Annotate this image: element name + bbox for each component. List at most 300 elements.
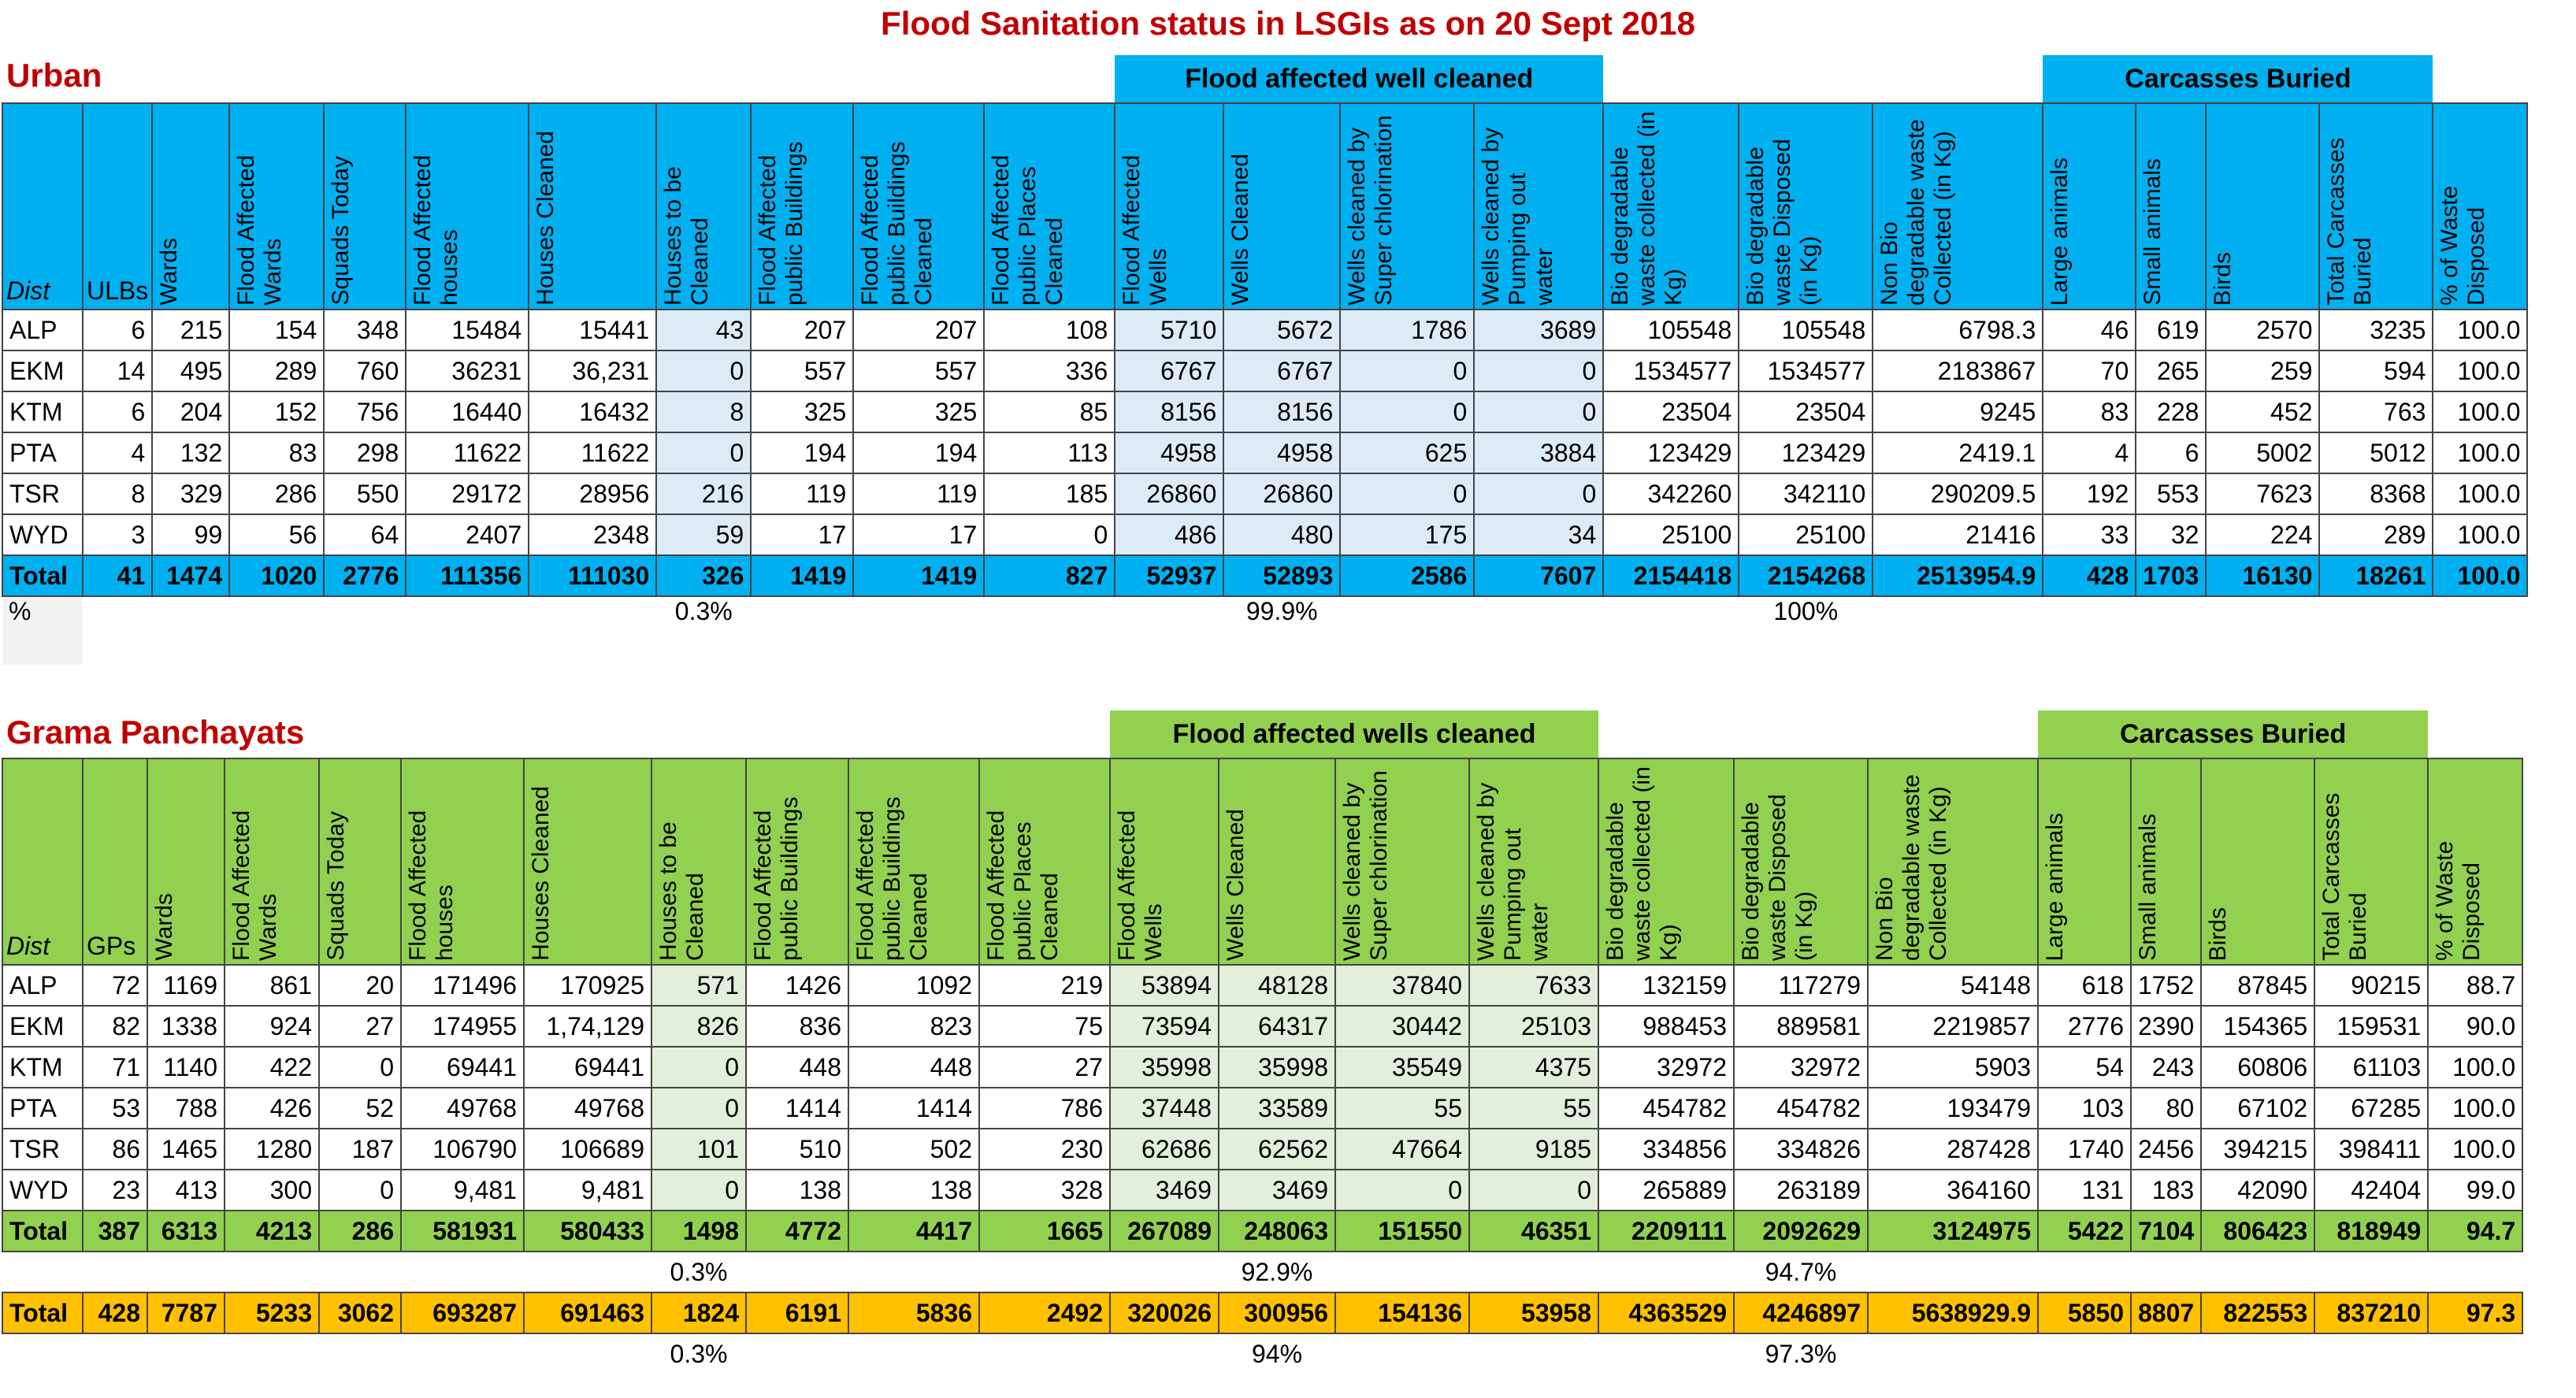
table-cell: 37448 bbox=[1110, 1088, 1219, 1129]
total-cell: 2209111 bbox=[1598, 1211, 1734, 1252]
gp-row-alp bbox=[2, 965, 2522, 1006]
table-cell: 20 bbox=[319, 965, 401, 1006]
total-cell: 806423 bbox=[2201, 1211, 2314, 1252]
total-cell: 1474 bbox=[152, 555, 229, 596]
table-cell: 27 bbox=[319, 1006, 401, 1047]
table-cell: 183 bbox=[2131, 1170, 2201, 1211]
table-cell: 0 bbox=[651, 1088, 746, 1129]
grand-percent-waste: 97.3% bbox=[1765, 1339, 1837, 1368]
gp-header-label: Wards bbox=[151, 893, 177, 961]
table-cell: 286 bbox=[229, 473, 324, 514]
urban-header-cell bbox=[2319, 103, 2433, 310]
table-cell: 100.0 bbox=[2428, 1088, 2522, 1129]
urban-header-cell bbox=[2043, 103, 2136, 310]
table-cell: 42404 bbox=[2314, 1170, 2428, 1211]
table-cell: 204 bbox=[152, 391, 229, 432]
gp-header-cell bbox=[2428, 758, 2522, 965]
table-cell: 55 bbox=[1335, 1088, 1469, 1129]
district-cell: KTM bbox=[2, 1047, 83, 1088]
total-cell: 326 bbox=[656, 555, 751, 596]
urban-header-cell bbox=[2206, 103, 2319, 310]
urban-header-cell bbox=[1115, 103, 1223, 310]
table-cell: 289 bbox=[2319, 514, 2433, 555]
table-cell: 228 bbox=[2136, 391, 2206, 432]
table-cell: 448 bbox=[746, 1047, 848, 1088]
table-cell: 101 bbox=[651, 1129, 746, 1170]
table-cell: 5012 bbox=[2319, 432, 2433, 473]
total-cell: 2513954.9 bbox=[1873, 555, 2043, 596]
grand-percent-wells: 94% bbox=[1251, 1339, 1303, 1368]
table-cell: 394215 bbox=[2201, 1129, 2314, 1170]
table-cell: 334856 bbox=[1598, 1129, 1734, 1170]
table-cell: 4 bbox=[83, 432, 152, 473]
table-cell: 448 bbox=[848, 1047, 979, 1088]
gp-header-label: Bio degradable waste collected (in Kg) bbox=[1602, 766, 1682, 961]
gp-header-row bbox=[2, 758, 2522, 965]
table-cell: 37840 bbox=[1335, 965, 1469, 1006]
table-cell: 619 bbox=[2136, 310, 2206, 350]
table-cell: 8 bbox=[83, 473, 152, 514]
total-cell: 581931 bbox=[401, 1211, 524, 1252]
grand-total-cell: 837210 bbox=[2314, 1292, 2428, 1333]
district-cell: PTA bbox=[2, 1088, 83, 1129]
district-cell: WYD bbox=[2, 1170, 83, 1211]
table-cell: 6767 bbox=[1115, 350, 1223, 391]
table-cell: 298 bbox=[324, 432, 406, 473]
table-cell: 9245 bbox=[1873, 391, 2043, 432]
table-cell: 550 bbox=[324, 473, 406, 514]
table-cell: 100.0 bbox=[2433, 432, 2527, 473]
table-cell: 52 bbox=[319, 1088, 401, 1129]
grand-total-cell: 154136 bbox=[1335, 1292, 1469, 1333]
total-cell: 94.7 bbox=[2428, 1211, 2522, 1252]
table-cell: 55 bbox=[1469, 1088, 1598, 1129]
total-cell: 4213 bbox=[225, 1211, 319, 1252]
urban-header-label: Flood Affected Wards bbox=[233, 154, 287, 306]
table-cell: 4 bbox=[2043, 432, 2136, 473]
district-cell: PTA bbox=[2, 432, 83, 473]
table-cell: 4958 bbox=[1223, 432, 1340, 473]
table-cell: 6798.3 bbox=[1873, 310, 2043, 350]
grand-total-cell: 320026 bbox=[1110, 1292, 1219, 1333]
table-cell: 46 bbox=[2043, 310, 2136, 350]
urban-header-label: Wards bbox=[156, 238, 183, 306]
table-cell: 8 bbox=[656, 391, 751, 432]
table-cell: 30442 bbox=[1335, 1006, 1469, 1047]
table-cell: 594 bbox=[2319, 350, 2433, 391]
gp-row-ktm bbox=[2, 1047, 2522, 1088]
total-cell: 16130 bbox=[2206, 555, 2319, 596]
table-cell: 426 bbox=[225, 1088, 319, 1129]
gp-header-label: Bio degradable waste Disposed (in Kg) bbox=[1738, 794, 1817, 961]
urban-header-cell bbox=[1873, 103, 2043, 310]
table-cell: 64 bbox=[324, 514, 406, 555]
table-cell: 33 bbox=[2043, 514, 2136, 555]
total-cell: 7607 bbox=[1474, 555, 1603, 596]
table-cell: 398411 bbox=[2314, 1129, 2428, 1170]
table-cell: 1534577 bbox=[1739, 350, 1873, 391]
urban-header-label: Flood Affected public Buildings bbox=[755, 141, 808, 306]
table-cell: 836 bbox=[746, 1006, 848, 1047]
table-cell: 154365 bbox=[2201, 1006, 2314, 1047]
table-cell: 452 bbox=[2206, 391, 2319, 432]
urban-percent-label: % bbox=[2, 596, 83, 665]
urban-group-carcasses: Carcasses Buried bbox=[2043, 55, 2433, 103]
table-cell: 5002 bbox=[2206, 432, 2319, 473]
urban-row-ktm bbox=[2, 391, 2527, 432]
table-cell: 760 bbox=[324, 350, 406, 391]
table-cell: 35549 bbox=[1335, 1047, 1469, 1088]
table-cell: 123429 bbox=[1739, 432, 1873, 473]
table-cell: 1465 bbox=[147, 1129, 225, 1170]
total-cell: 151550 bbox=[1335, 1211, 1469, 1252]
grand-total-cell: 4246897 bbox=[1734, 1292, 1868, 1333]
table-cell: 0 bbox=[1474, 473, 1603, 514]
table-cell: 290209.5 bbox=[1873, 473, 2043, 514]
table-cell: 23504 bbox=[1603, 391, 1739, 432]
table-cell: 1740 bbox=[2038, 1129, 2131, 1170]
table-cell: 9,481 bbox=[401, 1170, 524, 1211]
grand-total-cell: 7787 bbox=[147, 1292, 225, 1333]
table-cell: 53 bbox=[83, 1088, 147, 1129]
table-cell: 8156 bbox=[1223, 391, 1340, 432]
table-cell: 502 bbox=[848, 1129, 979, 1170]
table-cell: 138 bbox=[746, 1170, 848, 1211]
table-cell: 16440 bbox=[406, 391, 529, 432]
gp-header-cell bbox=[2201, 758, 2314, 965]
table-cell: 185 bbox=[984, 473, 1115, 514]
table-cell: 988453 bbox=[1598, 1006, 1734, 1047]
table-cell: 119 bbox=[853, 473, 984, 514]
gp-header-label: Non Bio degradable waste Collected (in Kg) bbox=[1872, 774, 1951, 961]
gp-total-row bbox=[2, 1211, 2522, 1252]
total-cell: 1419 bbox=[853, 555, 984, 596]
gp-header-label: Flood Affected Wells bbox=[1114, 810, 1167, 961]
table-cell: 2407 bbox=[406, 514, 529, 555]
total-cell: 248063 bbox=[1219, 1211, 1335, 1252]
table-cell: 0 bbox=[1474, 391, 1603, 432]
urban-header-label: Flood Affected houses bbox=[410, 154, 463, 306]
grand-total-cell: 5850 bbox=[2038, 1292, 2131, 1333]
gp-header-cell bbox=[2038, 758, 2131, 965]
gp-header-label: GPs bbox=[87, 932, 136, 960]
table-cell: 85 bbox=[984, 391, 1115, 432]
gp-header-label: Houses Cleaned bbox=[528, 786, 554, 961]
table-cell: 826 bbox=[651, 1006, 746, 1047]
grand-total-cell: 5638929.9 bbox=[1868, 1292, 2038, 1333]
table-cell: 106689 bbox=[524, 1129, 651, 1170]
table-cell: 5672 bbox=[1223, 310, 1340, 350]
total-cell: 1703 bbox=[2136, 555, 2206, 596]
table-cell: 193479 bbox=[1868, 1088, 2038, 1129]
grand-total-cell: 3062 bbox=[319, 1292, 401, 1333]
gp-row-tsr bbox=[2, 1129, 2522, 1170]
gp-header-label: Total Carcasses Buried bbox=[2318, 792, 2372, 961]
total-cell: 2154268 bbox=[1739, 555, 1873, 596]
urban-header-cell bbox=[529, 103, 656, 310]
gp-row-ekm bbox=[2, 1006, 2522, 1047]
total-cell: 818949 bbox=[2314, 1211, 2428, 1252]
table-cell: 3469 bbox=[1110, 1170, 1219, 1211]
total-cell: 46351 bbox=[1469, 1211, 1598, 1252]
total-cell: 1419 bbox=[751, 555, 853, 596]
table-cell: 42090 bbox=[2201, 1170, 2314, 1211]
total-cell: 4417 bbox=[848, 1211, 979, 1252]
total-label: Total bbox=[2, 1211, 83, 1252]
gp-header-label: Flood Affected Wards bbox=[228, 810, 281, 961]
urban-table bbox=[2, 55, 2528, 665]
table-cell: 64317 bbox=[1219, 1006, 1335, 1047]
urban-header-row bbox=[2, 103, 2527, 310]
table-cell: 83 bbox=[2043, 391, 2136, 432]
table-cell: 325 bbox=[853, 391, 984, 432]
table-cell: 329 bbox=[152, 473, 229, 514]
table-cell: 1426 bbox=[746, 965, 848, 1006]
gp-header-cell bbox=[1469, 758, 1598, 965]
table-cell: 216 bbox=[656, 473, 751, 514]
total-cell: 1665 bbox=[979, 1211, 1110, 1252]
grand-total-cell: 97.3 bbox=[2428, 1292, 2522, 1333]
urban-header-cell bbox=[1223, 103, 1340, 310]
table-cell: 207 bbox=[751, 310, 853, 350]
table-cell: 62562 bbox=[1219, 1129, 1335, 1170]
table-cell: 105548 bbox=[1603, 310, 1739, 350]
table-cell: 364160 bbox=[1868, 1170, 2038, 1211]
table-cell: 3884 bbox=[1474, 432, 1603, 473]
table-cell: 15441 bbox=[529, 310, 656, 350]
gp-percent-waste: 94.7% bbox=[1765, 1257, 1837, 1286]
table-cell: 3235 bbox=[2319, 310, 2433, 350]
total-cell: 2776 bbox=[324, 555, 406, 596]
table-cell: 88.7 bbox=[2428, 965, 2522, 1006]
table-cell: 219 bbox=[979, 965, 1110, 1006]
urban-section-label: Urban bbox=[6, 57, 102, 94]
table-cell: 86 bbox=[83, 1129, 147, 1170]
urban-row-tsr bbox=[2, 473, 2527, 514]
table-cell: 5710 bbox=[1115, 310, 1223, 350]
table-cell: 154 bbox=[229, 310, 324, 350]
total-cell: 6313 bbox=[147, 1211, 225, 1252]
table-cell: 454782 bbox=[1598, 1088, 1734, 1129]
total-cell: 428 bbox=[2043, 555, 2136, 596]
table-cell: 0 bbox=[1469, 1170, 1598, 1211]
table-cell: 82 bbox=[83, 1006, 147, 1047]
gp-header-cell bbox=[1598, 758, 1734, 965]
urban-header-label: Bio degradable waste Disposed (in Kg) bbox=[1743, 139, 1823, 306]
table-cell: 6 bbox=[2136, 432, 2206, 473]
district-cell: TSR bbox=[2, 473, 83, 514]
table-cell: 571 bbox=[651, 965, 746, 1006]
table-cell: 100.0 bbox=[2433, 514, 2527, 555]
table-cell: 67285 bbox=[2314, 1088, 2428, 1129]
table-cell: 756 bbox=[324, 391, 406, 432]
table-cell: 60806 bbox=[2201, 1047, 2314, 1088]
table-cell: 6 bbox=[83, 391, 152, 432]
urban-header-cell bbox=[2, 103, 83, 310]
gp-header-cell bbox=[848, 758, 979, 965]
table-cell: 889581 bbox=[1734, 1006, 1868, 1047]
table-cell: 2776 bbox=[2038, 1006, 2131, 1047]
table-cell: 49768 bbox=[524, 1088, 651, 1129]
table-cell: 625 bbox=[1340, 432, 1474, 473]
table-cell: 486 bbox=[1115, 514, 1223, 555]
table-cell: 0 bbox=[656, 432, 751, 473]
table-cell: 28956 bbox=[529, 473, 656, 514]
table-cell: 325 bbox=[751, 391, 853, 432]
table-cell: 2348 bbox=[529, 514, 656, 555]
gp-header-label: Flood Affected public Buildings bbox=[750, 796, 803, 961]
urban-percent-houses: 0.3% bbox=[674, 597, 733, 625]
gp-group-wells: Flood affected wells cleaned bbox=[1110, 710, 1598, 758]
urban-header-label: Houses Cleaned bbox=[533, 131, 559, 306]
table-cell: 43 bbox=[656, 310, 751, 350]
table-cell: 0 bbox=[1340, 391, 1474, 432]
urban-header-cell bbox=[1340, 103, 1474, 310]
table-cell: 1786 bbox=[1340, 310, 1474, 350]
table-cell: 54148 bbox=[1868, 965, 2038, 1006]
urban-header-label: Total Carcasses Buried bbox=[2323, 137, 2377, 306]
table-cell: 21416 bbox=[1873, 514, 2043, 555]
urban-header-cell bbox=[324, 103, 406, 310]
table-cell: 3 bbox=[83, 514, 152, 555]
urban-header-cell bbox=[406, 103, 529, 310]
table-cell: 259 bbox=[2206, 350, 2319, 391]
table-cell: 422 bbox=[225, 1047, 319, 1088]
table-cell: 1,74,129 bbox=[524, 1006, 651, 1047]
urban-percent-wells: 99.9% bbox=[1245, 597, 1318, 625]
table-cell: 510 bbox=[746, 1129, 848, 1170]
grand-total-cell: 53958 bbox=[1469, 1292, 1598, 1333]
table-cell: 0 bbox=[1340, 473, 1474, 514]
table-cell: 0 bbox=[319, 1170, 401, 1211]
table-cell: 413 bbox=[147, 1170, 225, 1211]
table-cell: 557 bbox=[751, 350, 853, 391]
urban-header-cell bbox=[1474, 103, 1603, 310]
urban-total-row bbox=[2, 555, 2527, 596]
table-cell: 7623 bbox=[2206, 473, 2319, 514]
table-cell: 131 bbox=[2038, 1170, 2131, 1211]
gp-header-label: % of Waste Disposed bbox=[2432, 840, 2485, 961]
table-cell: 49768 bbox=[401, 1088, 524, 1129]
gp-header-label: Small animals bbox=[2135, 814, 2161, 961]
gp-header-label: Wells cleaned by Super chlorination bbox=[1339, 770, 1392, 961]
urban-header-label: Houses to be Cleaned bbox=[660, 166, 714, 306]
table-cell: 0 bbox=[651, 1047, 746, 1088]
table-cell: 0 bbox=[319, 1047, 401, 1088]
table-cell: 62686 bbox=[1110, 1129, 1219, 1170]
urban-header-label: % of Waste Disposed bbox=[2437, 185, 2490, 306]
gp-header-label: Flood Affected public Places Cleaned bbox=[983, 810, 1063, 961]
table-cell: 230 bbox=[979, 1129, 1110, 1170]
grand-total-cell: 6191 bbox=[746, 1292, 848, 1333]
total-cell: 1498 bbox=[651, 1211, 746, 1252]
table-cell: 2570 bbox=[2206, 310, 2319, 350]
gp-header-label: Large animals bbox=[2042, 812, 2068, 961]
table-cell: 0 bbox=[1340, 350, 1474, 391]
urban-header-cell bbox=[1603, 103, 1739, 310]
table-cell: 480 bbox=[1223, 514, 1340, 555]
table-cell: 265 bbox=[2136, 350, 2206, 391]
gp-percent-houses: 0.3% bbox=[670, 1257, 728, 1286]
table-cell: 1414 bbox=[746, 1088, 848, 1129]
urban-header-label: Flood Affected public Buildings Cleaned bbox=[857, 141, 937, 306]
grand-total-cell: 428 bbox=[83, 1292, 147, 1333]
district-cell: WYD bbox=[2, 514, 83, 555]
table-cell: 342260 bbox=[1603, 473, 1739, 514]
table-cell: 132 bbox=[152, 432, 229, 473]
table-cell: 823 bbox=[848, 1006, 979, 1047]
urban-row-alp bbox=[2, 310, 2527, 350]
total-cell: 286 bbox=[319, 1211, 401, 1252]
urban-group-wells: Flood affected well cleaned bbox=[1115, 55, 1603, 103]
table-cell: 152 bbox=[229, 391, 324, 432]
urban-percent-row bbox=[2, 596, 2527, 665]
gp-header-cell bbox=[1868, 758, 2038, 965]
table-cell: 100.0 bbox=[2433, 350, 2527, 391]
table-cell: 495 bbox=[152, 350, 229, 391]
grand-total-cell: 4363529 bbox=[1598, 1292, 1734, 1333]
gp-header-cell bbox=[746, 758, 848, 965]
table-cell: 26860 bbox=[1223, 473, 1340, 514]
table-cell: 23 bbox=[83, 1170, 147, 1211]
page-title: Flood Sanitation status in LSGIs as on 20 Sept 2018 bbox=[881, 5, 1695, 42]
table-cell: 2456 bbox=[2131, 1129, 2201, 1170]
total-cell: 2586 bbox=[1340, 555, 1474, 596]
table-cell: 106790 bbox=[401, 1129, 524, 1170]
total-cell: 827 bbox=[984, 555, 1115, 596]
table-cell: 83 bbox=[229, 432, 324, 473]
urban-row-pta bbox=[2, 432, 2527, 473]
table-cell: 9,481 bbox=[524, 1170, 651, 1211]
table-cell: 48128 bbox=[1219, 965, 1335, 1006]
gp-header-cell bbox=[2314, 758, 2428, 965]
table-cell: 557 bbox=[853, 350, 984, 391]
table-cell: 47664 bbox=[1335, 1129, 1469, 1170]
table-cell: 14 bbox=[83, 350, 152, 391]
gp-header-cell bbox=[2131, 758, 2201, 965]
table-cell: 100.0 bbox=[2433, 391, 2527, 432]
grand-total-cell: 5233 bbox=[225, 1292, 319, 1333]
table-cell: 207 bbox=[853, 310, 984, 350]
table-cell: 90.0 bbox=[2428, 1006, 2522, 1047]
table-cell: 2219857 bbox=[1868, 1006, 2038, 1047]
table-cell: 11622 bbox=[406, 432, 529, 473]
urban-header-label: Flood Affected Wells bbox=[1119, 154, 1172, 306]
gp-header-label: Wells Cleaned bbox=[1223, 809, 1249, 961]
table-cell: 348 bbox=[324, 310, 406, 350]
table-cell: 67102 bbox=[2201, 1088, 2314, 1129]
table-cell: 0 bbox=[656, 350, 751, 391]
table-cell: 861 bbox=[225, 965, 319, 1006]
district-cell: EKM bbox=[2, 350, 83, 391]
gp-header-label: Flood Affected houses bbox=[405, 810, 458, 961]
gp-percent-wells: 92.9% bbox=[1241, 1257, 1313, 1286]
table-cell: 243 bbox=[2131, 1047, 2201, 1088]
table-cell: 328 bbox=[979, 1170, 1110, 1211]
urban-header-label: Wells Cleaned bbox=[1227, 154, 1254, 306]
table-cell: 25100 bbox=[1739, 514, 1873, 555]
table-cell: 113 bbox=[984, 432, 1115, 473]
table-cell: 80 bbox=[2131, 1088, 2201, 1129]
total-cell: 2154418 bbox=[1603, 555, 1739, 596]
table-cell: 265889 bbox=[1598, 1170, 1734, 1211]
gp-row-wyd bbox=[2, 1170, 2522, 1211]
table-cell: 73594 bbox=[1110, 1006, 1219, 1047]
grand-percent-houses: 0.3% bbox=[670, 1339, 728, 1368]
gp-header-cell bbox=[401, 758, 524, 965]
table-cell: 2419.1 bbox=[1873, 432, 2043, 473]
grand-total-cell: 300956 bbox=[1219, 1292, 1335, 1333]
